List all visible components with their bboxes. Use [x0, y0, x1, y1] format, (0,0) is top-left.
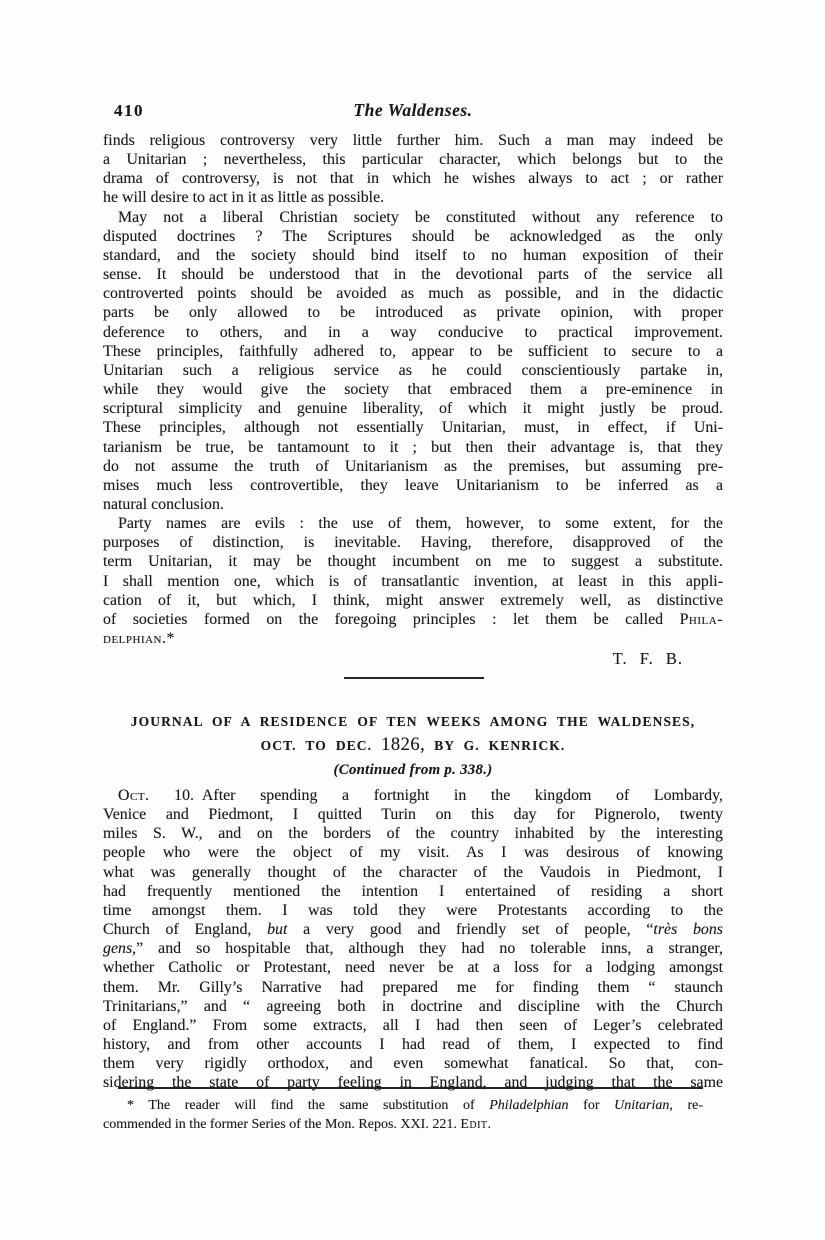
continued-note: (Continued from p. 338.) [333, 762, 493, 778]
text-line: term Unitarian, it may be thought incumbent on me to suggest a substitute. [103, 553, 723, 571]
article-paragraphs [103, 131, 723, 648]
journal-title-dates: OCT. TO DEC. [260, 738, 373, 753]
text-line: These principles, faithfully adhered to, appear to be sufficient to secure to a [103, 342, 723, 360]
journal-title-line2 [103, 734, 723, 757]
text-line: history, and from other accounts I had read of them, I expected to find [103, 1036, 723, 1054]
text-line: I shall mention one, which is of transatlantic invention, at least in this appli- [103, 572, 723, 590]
text-line: tarianism be true, be tantamount to it ; but then their advantage is, that they [103, 438, 723, 456]
article-end-unitarian-letter [103, 131, 723, 669]
text-line: Trinitarians,” and “ agreeing both in doctrine and discipline with the Church [103, 997, 723, 1015]
paragraph [103, 786, 723, 1093]
journal-title-author: BY G. KENRICK. [434, 738, 566, 753]
text-line: what was generally thought of the character of the Vaudois in Piedmont, I [103, 863, 723, 881]
text-line: of England.” From some extracts, all I had then seen of Leger’s celebrated [103, 1016, 723, 1034]
text-line: May not a liberal Christian society be constituted without any reference to [118, 208, 723, 226]
text-line: drama of controversy, is not that in which he wishes always to act ; or rather [103, 170, 723, 188]
text-line: mises much less controvertible, they leave Unitarianism to be inferred as a [103, 476, 723, 494]
text-line: whether Catholic or Protestant, need never be at a loss for a lodging amongst [103, 959, 723, 977]
text-line: people who were the object of my visit. As I was desirous of knowing [103, 844, 723, 862]
text-line: finds religious controversy very little further him. Such a man may indeed be [103, 132, 723, 149]
paragraph [103, 131, 723, 208]
journal-title-year: 1826, [381, 735, 426, 755]
text-line: gens,” and so hospitable that, although they had no tolerable inns, a stranger, [103, 940, 723, 958]
journal-title-line1: JOURNAL OF A RESIDENCE OF TEN WEEKS AMONG THE WALDENSES, [130, 714, 696, 729]
footnote-area [103, 1087, 703, 1135]
text-line: a Unitarian ; nevertheless, this particular character, which belongs but to the [103, 151, 723, 169]
text-line: do not assume the truth of Unitarianism as the premises, but assuming pre- [103, 457, 723, 475]
text-line: Church of England, but a very good and friendly set of people, “très bons [103, 921, 723, 939]
text-line: disputed doctrines ? The Scriptures should be acknowledged as the only [103, 227, 723, 245]
text-line: standard, and the society should bind itself to no human exposition of their [103, 246, 723, 264]
journal-article [103, 712, 723, 1093]
author-signature: T. F. B. [612, 649, 683, 669]
text-line: Oct. 10. After spending a fortnight in the kingdom of Lombardy, [118, 787, 723, 804]
paragraph [103, 208, 723, 515]
text-line: sense. It should be understood that in the devotional parts of the service all [103, 266, 723, 284]
text-line: sidering the state of party feeling in England, and judging that the same [103, 1074, 723, 1092]
text-line: he will desire to act in it as little as possible. [103, 189, 385, 207]
text-line: * The reader will find the same substitution of Philadelphian for Unitarian, re- [127, 1098, 703, 1113]
text-line: purposes of distinction, is inevitable. Having, therefore, disapproved of the [103, 534, 723, 552]
text-line: Venice and Piedmont, I quitted Turin on this day for Pignerolo, twenty [103, 806, 723, 824]
text-line: deference to others, and in a way conducive to practical improvement. [103, 323, 723, 341]
running-title: The Waldenses. [353, 100, 473, 120]
text-line: scriptural simplicity and genuine liberality, of which it might justly be proud. [103, 400, 723, 418]
running-head [103, 100, 723, 122]
text-line: cation of it, but which, I think, might answer extremely well, as distinctive [103, 591, 723, 609]
text-line: them. Mr. Gilly’s Narrative had prepared me for finding them “ staunch [103, 978, 723, 996]
footnote-rule [118, 1087, 703, 1089]
text-line: them very rigidly orthodox, and even somewhat fanatical. So that, con- [103, 1055, 723, 1073]
paragraph [103, 514, 723, 648]
page-number: 410 [114, 101, 144, 120]
text-line: of societies formed on the foregoing principles : let them be called Phila- [103, 610, 723, 628]
text-line: had frequently mentioned the intention I entertained of residing a short [103, 882, 723, 900]
text-line: commended in the former Series of the Mon. Repos. XXI. 221. Edit. [103, 1117, 492, 1133]
text-line: natural conclusion. [103, 495, 224, 513]
journal-body [103, 786, 723, 1093]
text-line: miles S. W., and on the borders of the country inhabited by the interesting [103, 825, 723, 843]
text-line: delphian.* [103, 630, 175, 648]
text-line: time amongst them. I was told they were Protestants according to the [103, 901, 723, 919]
paragraph [103, 1096, 703, 1135]
text-line: while they would give the society that embraced them a pre-eminence in [103, 381, 723, 399]
text-line: These principles, although not essentially Unitarian, must, in effect, if Uni- [103, 419, 723, 437]
footnote-text [103, 1096, 703, 1135]
text-line: Unitarian such a religious service as he could conscientiously partake in, [103, 361, 723, 379]
text-line: controverted points should be avoided as much as possible, and in the didactic [103, 285, 723, 303]
section-divider-rule [344, 677, 484, 679]
text-line: parts be only allowed to be introduced as private opinion, with proper [103, 304, 723, 322]
text-line: Party names are evils : the use of them, however, to some extent, for the [118, 515, 723, 533]
